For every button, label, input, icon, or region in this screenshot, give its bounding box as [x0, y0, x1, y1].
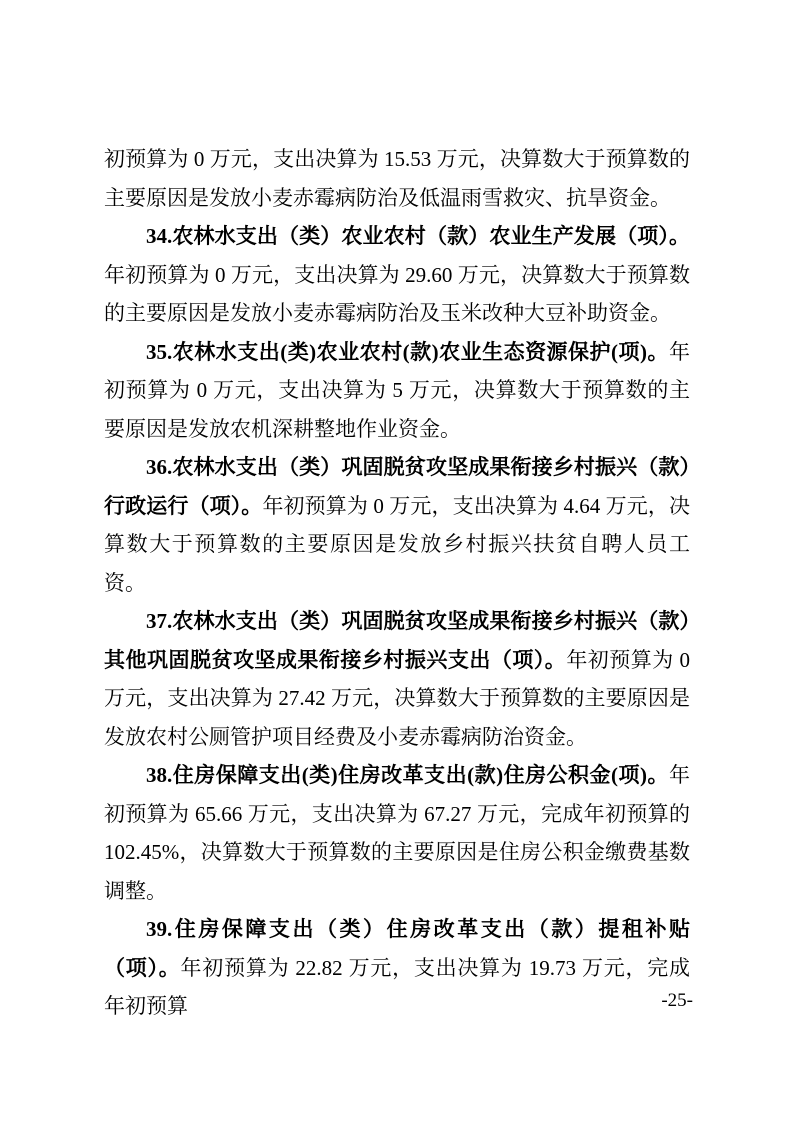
item-heading: 36.农林水支出（类）巩固脱贫攻坚成果衔接乡村振兴（款）行政运行（项）。: [104, 455, 690, 518]
item-heading: 39.住房保障支出（类）住房改革支出（款）提租补贴（项）。: [104, 917, 690, 980]
item-heading: 35.农林水支出(类)农业农村(款)农业生态资源保护(项)。: [146, 339, 669, 364]
item-heading: 38.住房保障支出(类)住房改革支出(款)住房公积金(项)。: [146, 763, 669, 787]
paragraph-text: 年初预算为 0 万元，支出决算为 27.42 万元，决算数大于预算数的主要原因是发放农村公厕管护项目经费及小麦赤霉病防治资金。: [104, 647, 691, 749]
item-heading: 37.农林水支出（类）巩固脱贫攻坚成果衔接乡村振兴（款）其他巩固脱贫攻坚成果衔接乡村振兴支出（项）。: [104, 609, 690, 672]
paragraph-33-continuation: [104, 140, 690, 217]
document-body: [104, 140, 690, 1026]
paragraph-text: 年初预算为 65.66 万元，支出决算为 67.27 万元，完成年初预算的 102.45%，决算数大于预算数的主要原因是住房公积金缴费基数调整。: [104, 763, 690, 903]
paragraph-item-39: [104, 910, 690, 1026]
page-number: -25-: [661, 990, 693, 1011]
paragraph-item-37: [104, 602, 690, 756]
paragraph-item-38: [104, 756, 690, 910]
paragraph-text: 初预算为 0 万元，支出决算为 15.53 万元，决算数大于预算数的主要原因是发放小麦赤霉病防治及低温雨雪救灾、抗旱资金。: [104, 147, 690, 210]
paragraph-text: 年初预算为 0 万元，支出决算为 4.64 万元，决算数大于预算数的主要原因是发放乡村振兴扶贫自聘人员工资。: [104, 493, 691, 595]
paragraph-text: 年初预算为 0 万元，支出决算为 29.60 万元，决算数大于预算数的主要原因是发放小麦赤霉病防治及玉米改种大豆补助资金。: [104, 262, 690, 325]
paragraph-item-34: [104, 217, 690, 333]
paragraph-item-36: [104, 448, 690, 602]
paragraph-text: 年初预算为 22.82 万元，支出决算为 19.73 万元，完成年初预算: [104, 955, 691, 1018]
paragraph-text: 年初预算为 0 万元，支出决算为 5 万元，决算数大于预算数的主要原因是发放农机深耕整地作业资金。: [104, 339, 690, 441]
item-heading: 34.农林水支出（类）农业农村（款）农业生产发展（项）。: [146, 224, 690, 248]
paragraph-item-35: [104, 333, 690, 449]
